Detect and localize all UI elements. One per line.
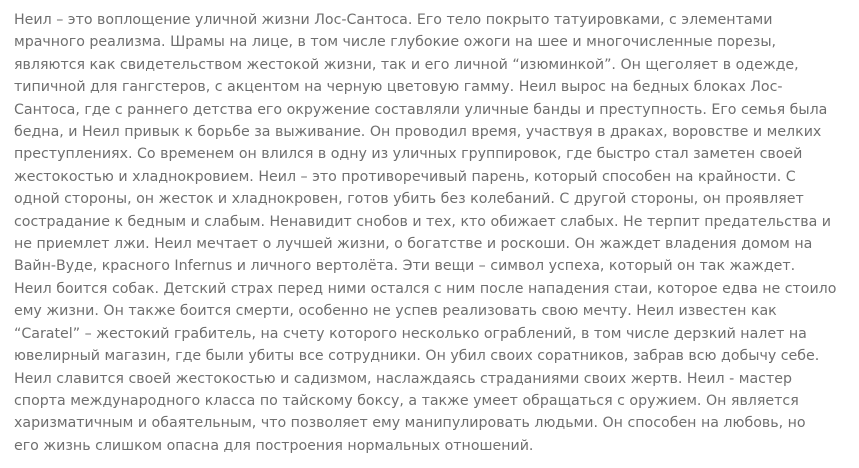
biography-paragraph: Неил – это воплощение уличной жизни Лос-Сантоса. Его тело покрыто татуировками, с элементами мрачного реализма. Шрамы на лице, в том числе глубокие ожоги на шее и многочисленные порезы, являются как свидетельством жестокой жизни, так и его личной “изюминкой”. Он щеголяет в одежде, типичной для гангстеров, с акцентом на черную цветовую гамму. Неил вырос на бедных блоках Лос- Сантоса, где с раннего детства его окружение составляли уличные банды и преступность. Его семья была бедна, и Неил привык к борьбе за выживание. Он проводил время, участвуя в драках, воровстве и мелких преступлениях. Со временем он влился в одну из уличных группировок, где быстро стал заметен своей жестокостью и хладнокровием. Неил – это противоречивый парень, который способен на крайности. С одной стороны, он жесток и хладнокровен, готов убить без колебаний. С другой стороны, он проявляет сострадание к бедным и слабым. Ненавидит снобов и тех, кто обижает слабых. Не терпит предательства и не приемлет лжи. Неил мечтает о лучшей жизни, о богатстве и роскоши. Он жаждет владения домом на Вайн-Вуде, красного Infernus и личного вертолёта. Эти вещи – символ успеха, который он так жаждет. Неил боится собак. Детский страх перед ними остался с ним после нападения стаи, которое едва не стоило ему жизни. Он также боится смерти, особенно не успев реализовать свою мечту. Неил известен как “Caratel” – жестокий грабитель, на счету которого несколько ограблений, в том числе дерзкий налет на ювелирный магазин, где были убиты все сотрудники. Он убил своих соратников, забрав всю добычу себе. Неил славится своей жестокостью и садизмом, наслаждаясь страданиями своих жертв. Неил - мастер спорта международного класса по тайскому боксу, а также умеет обращаться с оружием. Он является харизматичным и обаятельным, что позволяет ему манипулировать людьми. Он способен на любовь, но его жизнь слишком опасна для построения нормальных отношений. [14,12,837,454]
